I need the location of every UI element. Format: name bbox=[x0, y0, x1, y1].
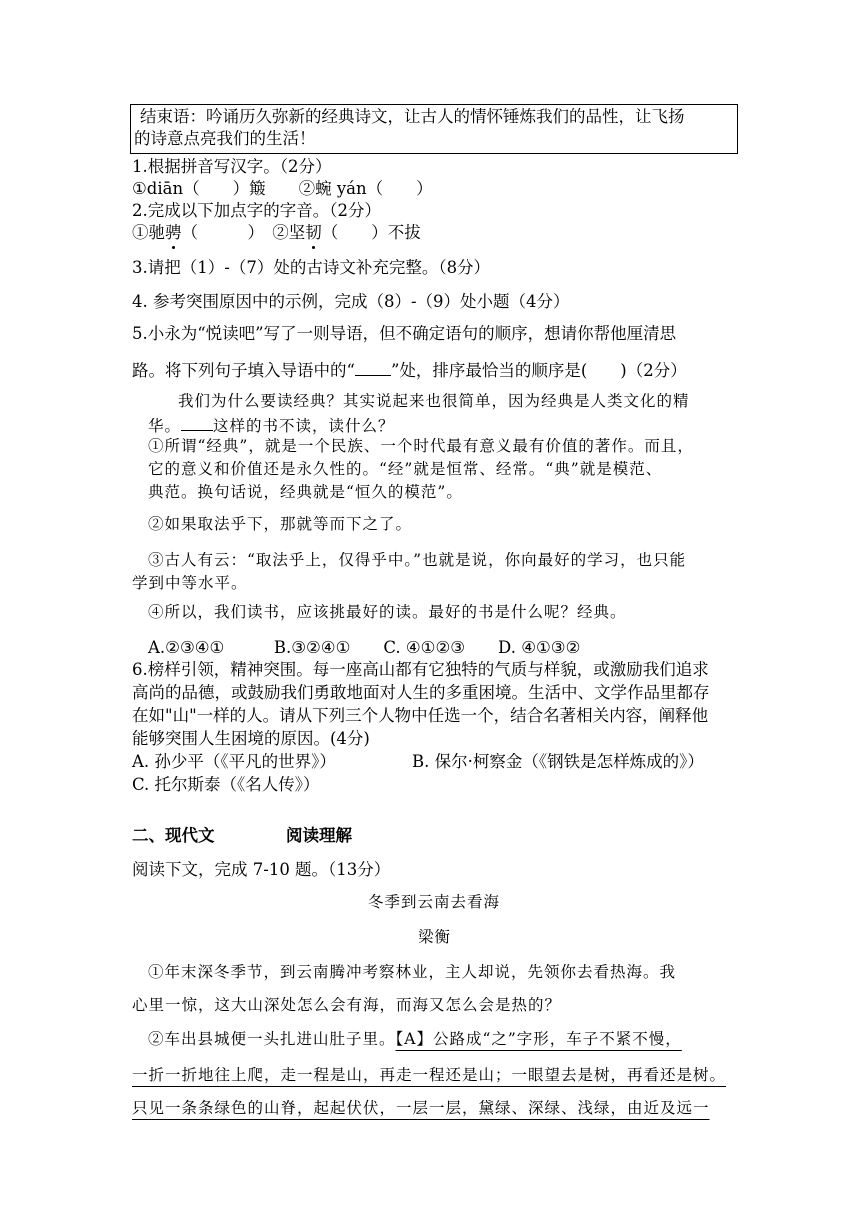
section-2-instruction: 阅读下文，完成 7-10 题。（13分） bbox=[132, 860, 391, 879]
article-title: 冬季到云南去看海 bbox=[368, 893, 501, 911]
q5-passage-line-1: 我们为什么要读经典？其实说起来也很简单，因为经典是人类文化的精 bbox=[178, 392, 690, 410]
q6-line-2: 高尚的品德，或鼓励我们勇敢地面对人生的多重困境。生活中、文学作品里都存 bbox=[132, 683, 710, 702]
article-p2-c: 只见一条条绿色的山脊，起起伏伏，一层一层，黛绿、深绿、浅绿，由近及远一 bbox=[132, 1099, 710, 1117]
q2-line bbox=[132, 223, 421, 243]
article-p2-b: 一折一折地往上爬，走一程是山，再走一程还是山；一眼望去是树，再看还是树。 bbox=[132, 1066, 727, 1084]
q5-fill-blank bbox=[355, 359, 391, 376]
q6-option-c: C. 托尔斯泰（《名人传》） bbox=[132, 775, 320, 794]
closing-line-2: 的诗意点亮我们的生活！ bbox=[134, 129, 316, 148]
q5-sentence-4: ④所以，我们读书，应该挑最好的读。最好的书是什么呢？经典。 bbox=[148, 603, 627, 621]
q6-line-4: 能够突围人生困境的原因。(4分) bbox=[132, 729, 370, 748]
q2-a-prefix: ①驰 bbox=[132, 223, 165, 242]
q2-title: 2.完成以下加点字的字音。（2分） bbox=[132, 201, 381, 220]
article-p2-a-prefix: ②车出县城便一头扎进山肚子里。 bbox=[148, 1030, 396, 1048]
q5-passage-prefix: 华。 bbox=[148, 417, 182, 435]
q2-b-blank: （ ）不拔 bbox=[321, 223, 421, 242]
q5-line-1: 5.小永为“悦读吧”写了一则导语，但不确定语句的顺序，想请你帮他厘清思 bbox=[132, 324, 677, 343]
article-p1-b: 心里一惊，这大山深处怎么会有海，而海又怎么会是热的？ bbox=[132, 996, 562, 1014]
q2-b-dotted-char: 韧 bbox=[305, 223, 322, 242]
article-p2-a bbox=[148, 1030, 682, 1049]
q5-passage-blank bbox=[181, 414, 213, 431]
article-p1-a: ①年末深冬季节，到云南腾冲考察林业，主人却说，先领你去看热海。我 bbox=[148, 963, 677, 981]
section-2-heading-b: 阅读理解 bbox=[286, 826, 352, 845]
q5-line-2-suffix: ”处，排序最恰当的顺序是( )（2分） bbox=[390, 361, 687, 380]
q2-a-dotted-char: 骋 bbox=[165, 223, 182, 242]
q6-option-b: B. 保尔·柯察金（《钢铁是怎样炼成的》） bbox=[412, 752, 704, 771]
q6-line-3: 在如"山"一样的人。请从下列三个人物中任选一个，结合名著相关内容，阐释他 bbox=[132, 706, 709, 725]
q5-sentence-1c: 典范。换句话说，经典就是“恒久的模范”。 bbox=[148, 483, 463, 501]
q5-sentence-2: ②如果取法乎下，那就等而下之了。 bbox=[148, 515, 413, 533]
q2-a-blank: （ ） bbox=[181, 223, 256, 242]
q5-sentence-1a: ①所谓“经典”，就是一个民族、一个时代最有意义最有价值的著作。而且， bbox=[148, 437, 694, 455]
q6-line-1: 6.榜样引领，精神突围。每一座高山都有它独特的气质与样貌，或激励我们追求 bbox=[132, 660, 709, 679]
q2-b-prefix: ②坚 bbox=[272, 223, 306, 242]
q5-line-2 bbox=[132, 359, 687, 381]
article-author: 梁衡 bbox=[418, 928, 452, 946]
closing-line-1: 结束语：吟诵历久弥新的经典诗文，让古人的情怀锤炼我们的品性，让飞扬 bbox=[140, 107, 685, 126]
q5-passage-line-2 bbox=[148, 414, 395, 436]
q1-line: ①diān（ ）簸 ②蜿 yán（ ） bbox=[132, 179, 433, 198]
q5-line-2-prefix: 路。将下列句子填入导语中的“ bbox=[132, 361, 355, 380]
q4-title: 4. 参考突围原因中的示例，完成（8）-（9）处小题（4分） bbox=[132, 292, 570, 311]
q1-title: 1.根据拼音写汉字。（2分） bbox=[132, 157, 332, 176]
q6-option-a: A. 孙少平（《平凡的世界》） bbox=[132, 752, 336, 771]
q5-sentence-3b: 学到中等水平。 bbox=[132, 574, 248, 592]
q5-sentence-3a: ③古人有云：“取法乎上，仅得乎中。”也就是说，你向最好的学习，也只能 bbox=[148, 551, 687, 569]
article-p2-a-underlined: 【A】公路成“之”字形，车子不紧不慢， bbox=[395, 1030, 682, 1048]
section-2-heading-a: 二、现代文 bbox=[132, 826, 215, 845]
q5-passage-suffix: 这样的书不读，读什么？ bbox=[213, 417, 395, 435]
q5-options: A.②③④① B.③②④① C. ④①②③ D. ④①③② bbox=[148, 638, 581, 657]
q3-title: 3.请把（1）-（7）处的古诗文补充完整。（8分） bbox=[132, 258, 491, 277]
q5-sentence-1b: 它的意义和价值还是永久性的。“经”就是恒常、经常。“典”就是模范、 bbox=[148, 460, 663, 478]
